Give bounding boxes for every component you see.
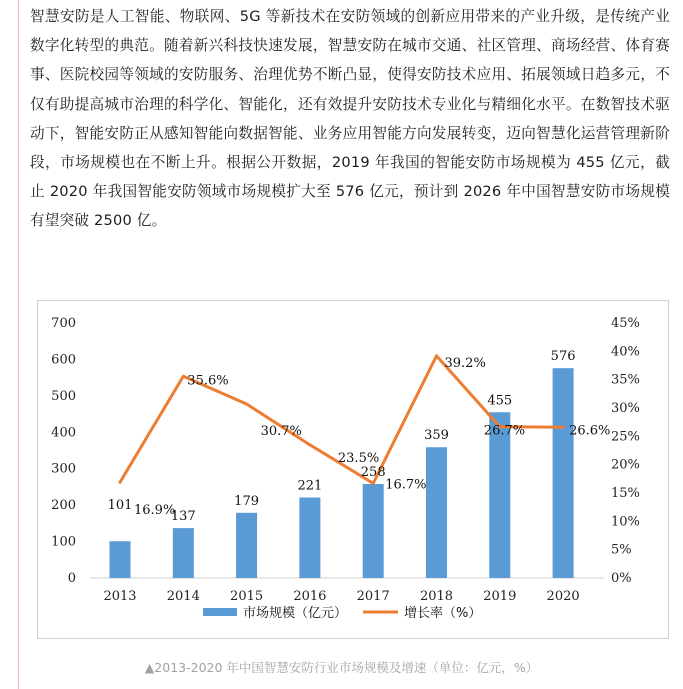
chart-svg	[38, 301, 668, 638]
y-right-tick-label: 30%	[611, 401, 640, 416]
growth-value-label: 26.7%	[483, 423, 526, 439]
bar-2020	[553, 368, 574, 578]
y-right-tick-label: 35%	[611, 372, 640, 388]
growth-point-2016	[308, 443, 311, 446]
growth-point-2017	[372, 482, 375, 485]
x-tick-label: 2013	[103, 589, 137, 604]
y-left-tick-label: 0	[67, 571, 76, 586]
x-tick-label: 2018	[419, 589, 454, 604]
bar-2015	[236, 513, 257, 578]
growth-value-label: 23.5%	[337, 450, 380, 466]
legend-bar-swatch	[203, 608, 237, 616]
growth-value-label: 26.6%	[569, 423, 611, 439]
left-border-rule	[18, 0, 19, 689]
y-right-tick-label: 10%	[611, 514, 640, 530]
y-left-tick-label: 500	[51, 388, 76, 404]
x-tick-label: 2017	[356, 589, 390, 604]
bar-2016	[299, 497, 320, 578]
legend-bar-label: 市场规模（亿元）	[243, 606, 348, 621]
growth-value-label: 39.2%	[444, 355, 486, 371]
x-tick-label: 2019	[483, 589, 517, 604]
bar-2017	[363, 484, 384, 578]
y-left-tick-label: 100	[51, 534, 76, 550]
article-paragraph: 智慧安防是人工智能、物联网、5G 等新技术在安防领域的创新应用带来的产业升级，是传统产业数字化转型的典范。随着新兴科技快速发展，智慧安防在城市交通、社区管理、商场经营、体育赛事、医院校园等领域的安防服务、治理优势不断凸显，使得安防技术应用、拓展领域日趋多元，不仅有助提高城市治理的科学化、智能化，还有效提升安防技术专业化与精细化水平。在数智技术驱动下，智能安防正从感知智能向数据智能、业务应用智能方向发展转变，迈向智慧化运营管理新阶段，市场规模也在不断上升。根据公开数据，2019 年我国的智能安防市场规模为 455 亿元，截止 2020 年我国智能安防领域市场规模扩大至 576 亿元，预计到 2026 年中国智慧安防市场规模有望突破 2500 亿。	[30, 8, 670, 230]
y-right-tick-label: 15%	[611, 486, 640, 501]
growth-value-label: 16.9%	[134, 503, 176, 519]
y-left-tick-label: 200	[51, 498, 76, 514]
y-right-tick-label: 5%	[611, 542, 632, 558]
growth-point-2013	[119, 481, 122, 484]
bar-2014	[173, 528, 194, 578]
bar-value-label: 576	[550, 349, 576, 365]
bar-value-label: 137	[170, 509, 196, 525]
chart-caption: ▲2013-2020 年中国智慧安防行业市场规模及增速（单位：亿元，%）	[144, 660, 539, 675]
x-tick-label: 2016	[293, 589, 327, 604]
bar-2018	[426, 447, 447, 578]
y-left-tick-label: 400	[51, 425, 76, 441]
y-right-tick-label: 45%	[611, 316, 640, 331]
chart-frame	[37, 300, 669, 639]
bar-value-label: 258	[360, 465, 386, 481]
growth-value-label: 35.6%	[187, 373, 229, 389]
legend-line-label: 增长率（%）	[404, 606, 482, 621]
y-right-tick-label: 25%	[611, 429, 640, 445]
y-left-tick-label: 300	[51, 461, 76, 477]
y-right-tick-label: 20%	[611, 457, 640, 473]
x-tick-label: 2014	[166, 589, 200, 604]
y-left-tick-label: 700	[51, 316, 76, 331]
bar-2013	[110, 541, 131, 578]
growth-value-label: 30.7%	[260, 424, 302, 440]
bar-value-label: 359	[424, 428, 449, 444]
growth-point-2015	[245, 403, 248, 406]
bar-value-label: 179	[234, 493, 260, 509]
growth-point-2014	[182, 375, 185, 378]
x-tick-label: 2020	[546, 589, 580, 604]
growth-point-2020	[562, 426, 565, 429]
y-right-tick-label: 0%	[611, 571, 632, 586]
growth-point-2018	[435, 354, 438, 357]
y-left-tick-label: 600	[51, 352, 76, 368]
bar-value-label: 101	[107, 498, 133, 514]
growth-value-label: 16.7%	[385, 477, 427, 493]
bar-value-label: 221	[297, 478, 323, 494]
bar-value-label: 455	[487, 393, 513, 409]
x-tick-label: 2015	[230, 589, 264, 604]
y-right-tick-label: 40%	[611, 344, 640, 360]
